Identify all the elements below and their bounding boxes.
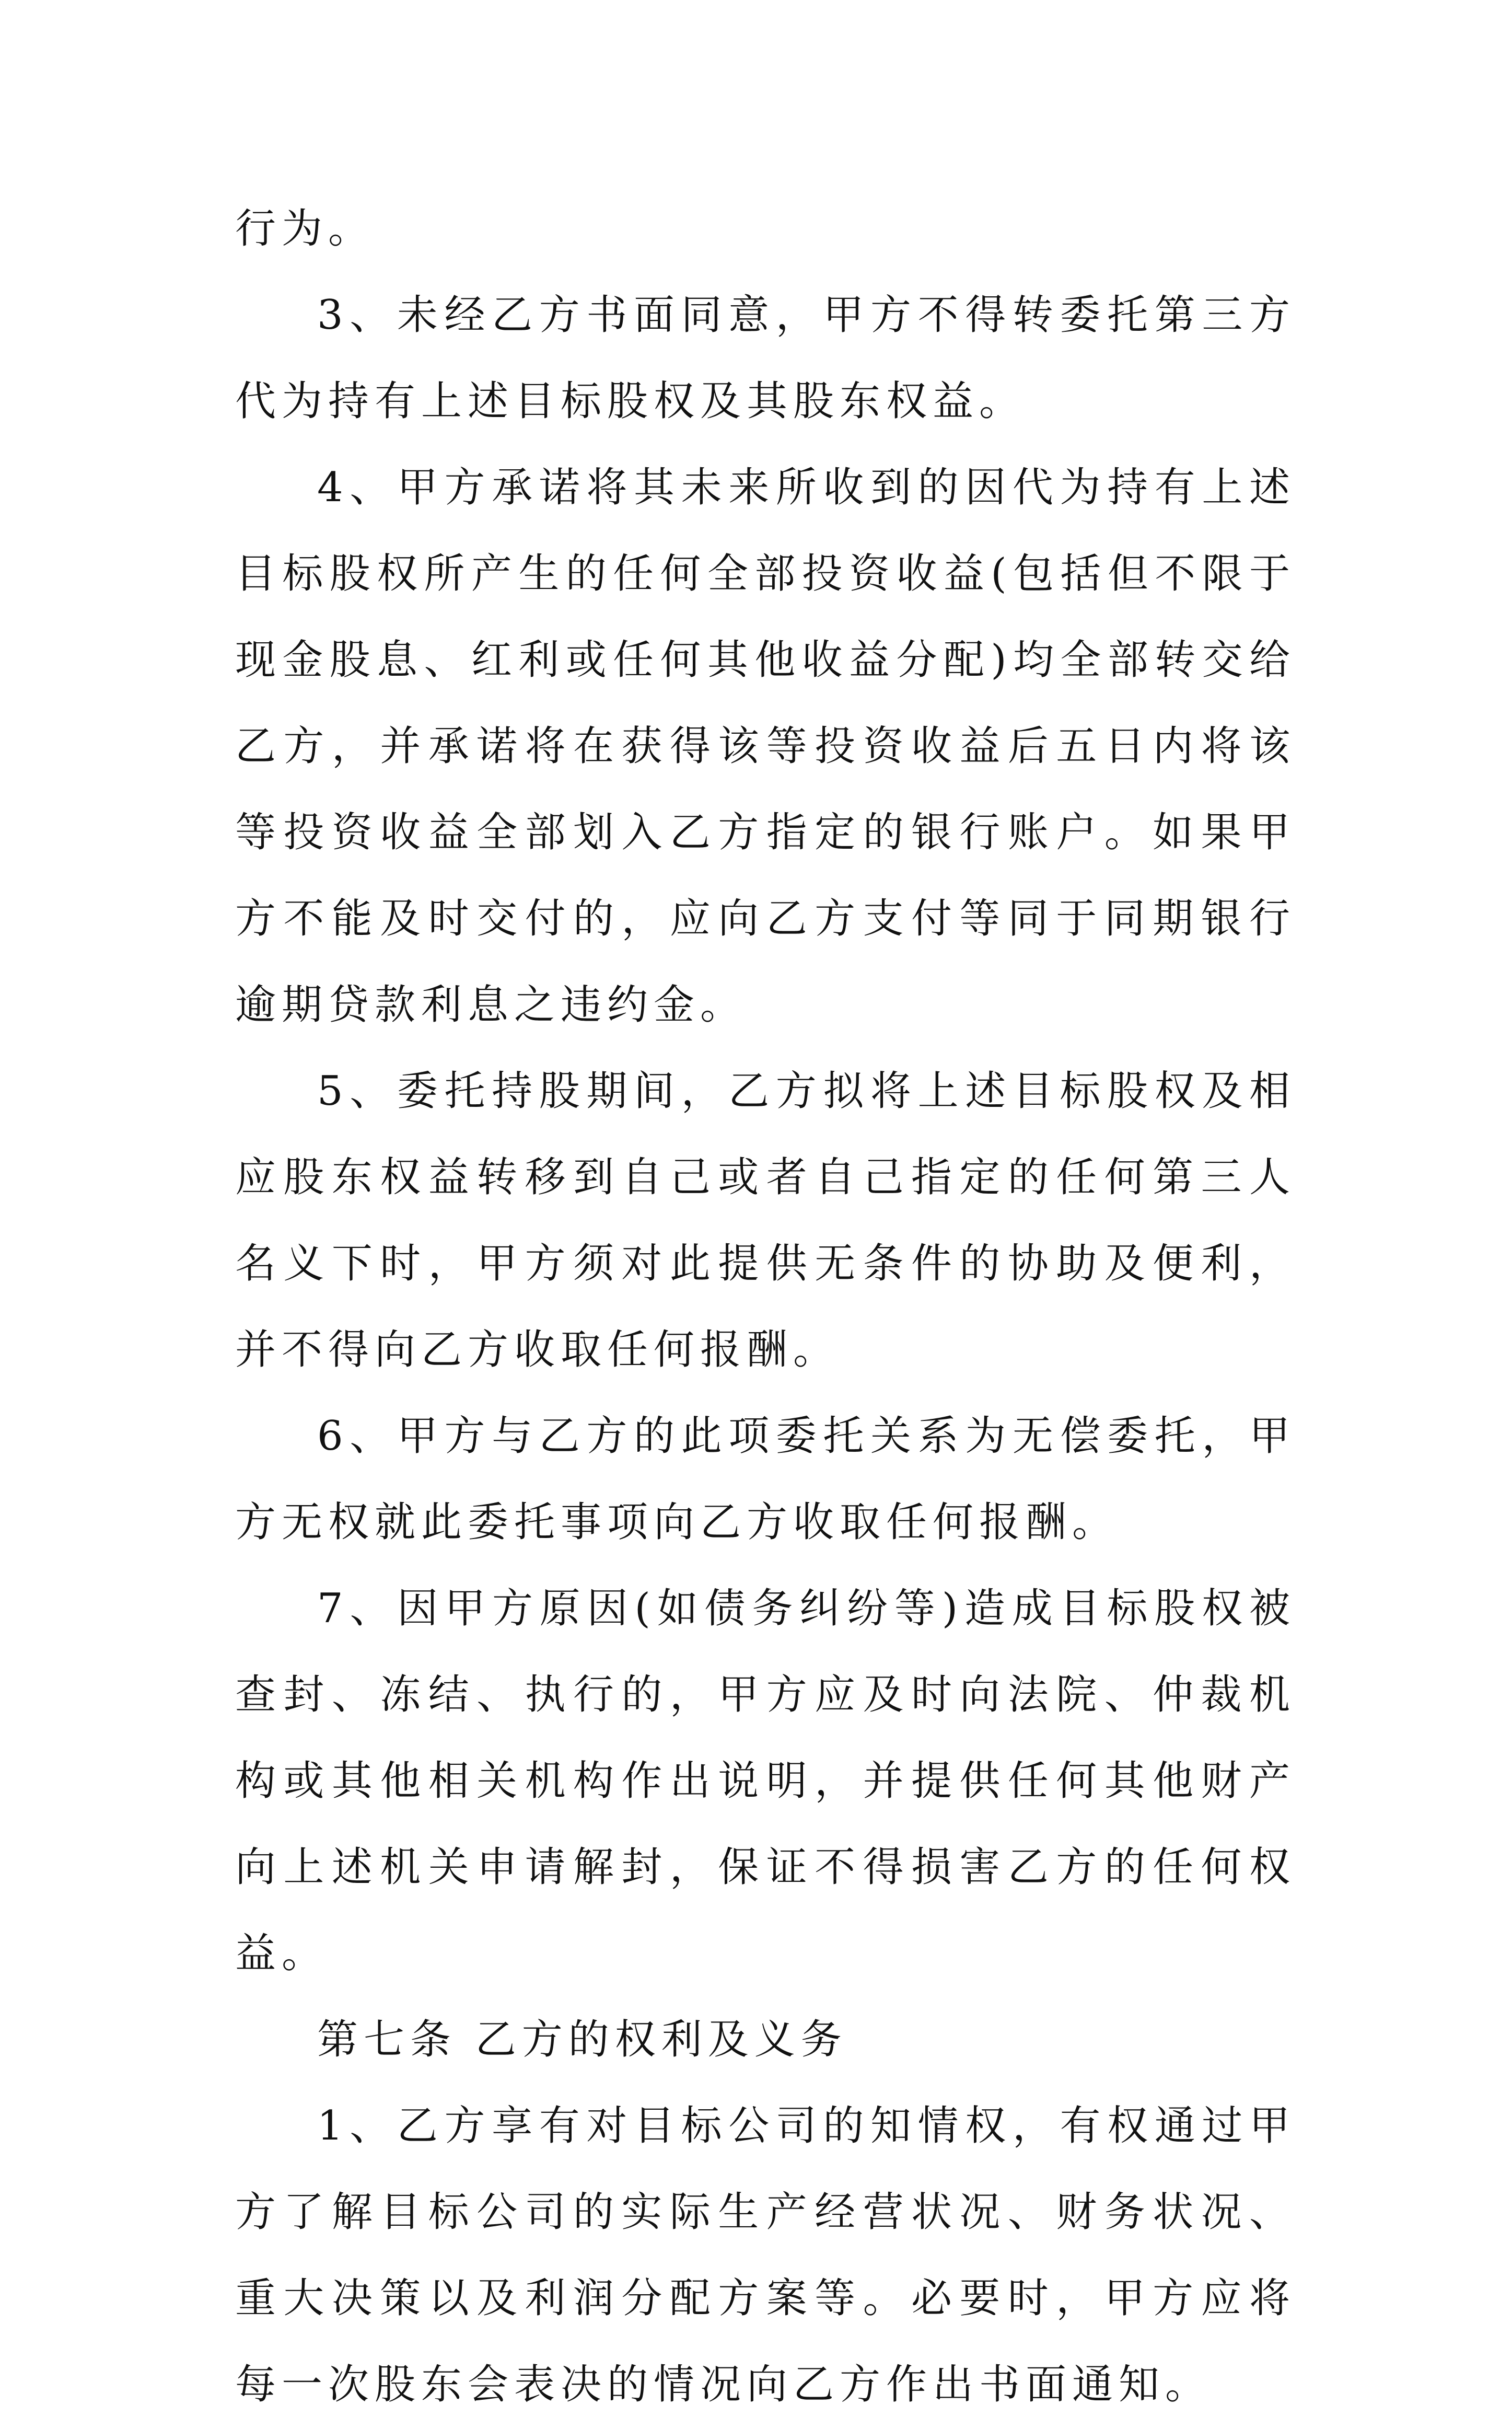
paragraph-article-7-clause-1: 1、乙方享有对目标公司的知情权，有权通过甲方了解目标公司的实际生产经营状况、财务状况、重大决策以及利润分配方案等。必要时，甲方应将每一次股东会表决的情况向乙方作出书面通知。 <box>235 2102 1296 2408</box>
paragraph-clause-4: 4、甲方承诺将其未来所收到的因代为持有上述目标股权所产生的任何全部投资收益(包括但不限于现金股息、红利或任何其他收益分配)均全部转交给乙方，并承诺将在获得该等投资收益后五日内将该等投资收益全部划入乙方指定的银行账户。如果甲方不能及时交付的，应向乙方支付等同于同期银行逾期贷款利息之违约金。 <box>235 464 1296 1028</box>
paragraph-continuation: 行为。 <box>235 205 375 252</box>
paragraph-clause-7: 7、因甲方原因(如债务纠纷等)造成目标股权被查封、冻结、执行的，甲方应及时向法院、仲裁机构或其他相关机构作出说明，并提供任何其他财产向上述机关申请解封，保证不得损害乙方的任何权益。 <box>235 1585 1296 1977</box>
section-heading-article-7: 第七条 乙方的权利及义务 <box>317 2016 847 2063</box>
paragraph-clause-6: 6、甲方与乙方的此项委托关系为无偿委托，甲方无权就此委托事项向乙方收取任何报酬。 <box>235 1413 1296 1546</box>
document-body <box>235 186 1296 2428</box>
paragraph-clause-3: 3、未经乙方书面同意，甲方不得转委托第三方代为持有上述目标股权及其股东权益。 <box>235 292 1296 425</box>
paragraph-clause-5: 5、委托持股期间，乙方拟将上述目标股权及相应股东权益转移到自己或者自己指定的任何第三人名义下时，甲方须对此提供无条件的协助及便利，并不得向乙方收取任何报酬。 <box>235 1068 1296 1373</box>
